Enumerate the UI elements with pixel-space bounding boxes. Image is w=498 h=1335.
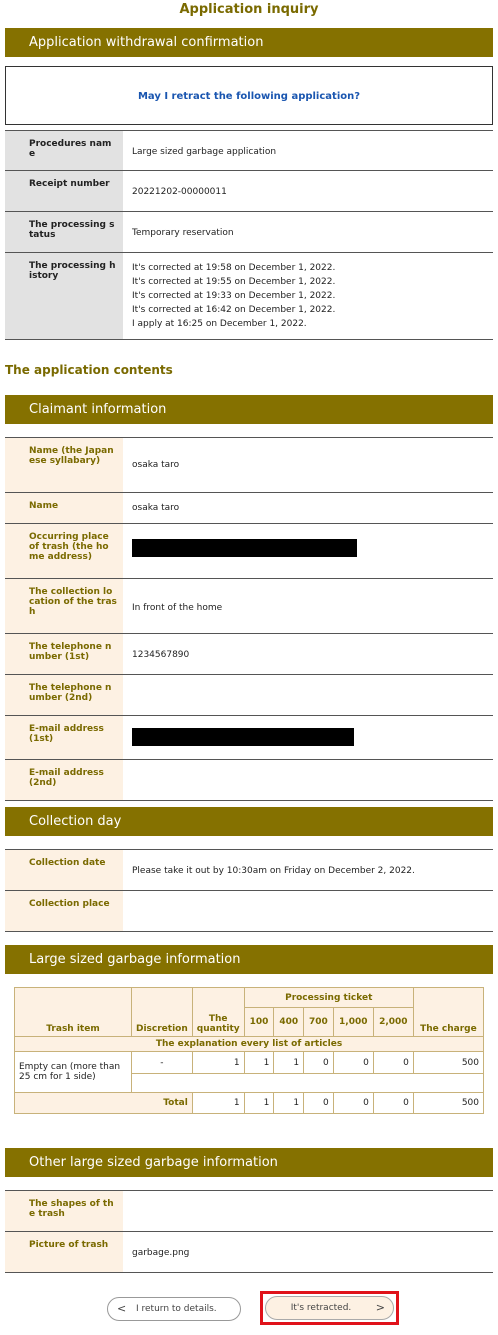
col-discretion: Discretion <box>132 988 193 1037</box>
row-label: Occurring place of trash (the home address) <box>5 524 123 579</box>
table-row <box>5 675 493 716</box>
table-row <box>5 634 493 675</box>
history-line: I apply at 16:25 on December 1, 2022. <box>132 319 307 329</box>
row-value <box>123 675 493 716</box>
chevron-right-icon: > <box>375 1301 385 1314</box>
redaction-bar <box>132 539 357 557</box>
row-label: Name <box>5 493 123 524</box>
total-ticket: 1 <box>244 1093 274 1114</box>
row-label: Picture of trash <box>5 1232 123 1273</box>
history-line: It's corrected at 19:33 on December 1, 2022. <box>132 291 336 301</box>
row-label: The telephone number (2nd) <box>5 675 123 716</box>
total-ticket: 1 <box>274 1093 304 1114</box>
ticket-value: 0 <box>304 1052 334 1074</box>
table-row <box>5 171 493 212</box>
table-row <box>5 1232 493 1273</box>
row-value: garbage.png <box>123 1232 493 1273</box>
garbage-header: Large sized garbage information <box>5 945 493 974</box>
row-label: The processing history <box>5 253 123 340</box>
ticket-col: 400 <box>274 1008 304 1037</box>
table-header-row <box>15 988 484 1008</box>
table-row <box>5 850 493 891</box>
ticket-col: 1,000 <box>333 1008 373 1037</box>
table-row <box>5 891 493 932</box>
table-row <box>5 493 493 524</box>
discretion-value: - <box>132 1052 193 1074</box>
row-value <box>123 891 493 932</box>
total-ticket: 0 <box>373 1093 413 1114</box>
table-row <box>15 1037 484 1052</box>
contents-heading: The application contents <box>5 363 173 377</box>
row-value <box>123 1191 493 1232</box>
claimant-table <box>5 437 493 801</box>
withdrawal-header: Application withdrawal confirmation <box>5 28 493 57</box>
page-title: Application inquiry <box>179 2 319 17</box>
table-row <box>5 438 493 493</box>
trash-item-name: Empty can (more than 25 cm for 1 side) <box>15 1052 132 1093</box>
col-processing-ticket: Processing ticket <box>244 988 413 1008</box>
row-value: Large sized garbage application <box>123 131 493 171</box>
row-value: Please take it out by 10:30am on Friday on December 2, 2022. <box>123 850 493 891</box>
row-value: 1234567890 <box>123 634 493 675</box>
table-row <box>15 1052 484 1074</box>
total-row <box>15 1093 484 1114</box>
history-line: It's corrected at 16:42 on December 1, 2022. <box>132 305 336 315</box>
ticket-col: 2,000 <box>373 1008 413 1037</box>
ticket-value: 1 <box>274 1052 304 1074</box>
row-label: The telephone number (1st) <box>5 634 123 675</box>
total-ticket: 0 <box>304 1093 334 1114</box>
row-value: 20221202-00000011 <box>123 171 493 212</box>
total-charge: 500 <box>413 1093 483 1114</box>
total-quantity: 1 <box>192 1093 244 1114</box>
row-label: Name (the Japanese syllabary) <box>5 438 123 493</box>
quantity-value: 1 <box>192 1052 244 1074</box>
table-row <box>5 760 493 801</box>
ticket-col: 700 <box>304 1008 334 1037</box>
history-cell <box>123 253 493 340</box>
redacted-value <box>123 524 493 579</box>
ticket-value: 0 <box>373 1052 413 1074</box>
confirm-box <box>5 66 493 125</box>
chevron-left-icon: < <box>117 1302 127 1315</box>
back-button[interactable] <box>107 1297 241 1321</box>
table-row <box>5 716 493 760</box>
retract-button[interactable] <box>265 1296 394 1320</box>
redaction-bar <box>132 728 354 746</box>
claimant-header: Claimant information <box>5 395 493 424</box>
table-row <box>5 524 493 579</box>
other-table <box>5 1190 493 1273</box>
table-row <box>5 131 493 171</box>
ticket-value: 1 <box>244 1052 274 1074</box>
retract-button-label: It's retracted. <box>290 1303 352 1313</box>
row-value <box>123 760 493 801</box>
withdrawal-table <box>5 130 493 340</box>
table-row <box>5 1191 493 1232</box>
ticket-col: 100 <box>244 1008 274 1037</box>
table-row <box>5 253 493 340</box>
row-value: osaka taro <box>123 438 493 493</box>
row-value: In front of the home <box>123 579 493 634</box>
col-quantity: The quantity <box>192 988 244 1037</box>
col-charge: The charge <box>413 988 483 1037</box>
row-label: Collection place <box>5 891 123 932</box>
charge-value: 500 <box>413 1052 483 1074</box>
history-line: It's corrected at 19:58 on December 1, 2022. <box>132 263 336 273</box>
row-label: The processing status <box>5 212 123 253</box>
row-value: Temporary reservation <box>123 212 493 253</box>
col-trash-item: Trash item <box>15 988 132 1037</box>
total-ticket: 0 <box>333 1093 373 1114</box>
row-label: Collection date <box>5 850 123 891</box>
confirm-question: May I retract the following application? <box>137 91 361 102</box>
back-button-label: I return to details. <box>136 1304 217 1314</box>
redacted-value <box>123 716 493 760</box>
collection-header: Collection day <box>5 807 493 836</box>
table-row <box>5 579 493 634</box>
collection-table <box>5 849 493 932</box>
row-label: The collection location of the trash <box>5 579 123 634</box>
row-label: The shapes of the trash <box>5 1191 123 1232</box>
ticket-value: 0 <box>333 1052 373 1074</box>
history-line: It's corrected at 19:55 on December 1, 2022. <box>132 277 336 287</box>
row-value: osaka taro <box>123 493 493 524</box>
row-label: Receipt number <box>5 171 123 212</box>
row-label: Procedures name <box>5 131 123 171</box>
total-label: Total <box>15 1093 193 1114</box>
garbage-table <box>14 987 484 1114</box>
explanation-heading: The explanation every list of articles <box>15 1037 484 1052</box>
row-label: E-mail address (2nd) <box>5 760 123 801</box>
row-label: E-mail address (1st) <box>5 716 123 760</box>
other-header: Other large sized garbage information <box>5 1148 493 1177</box>
explanation-cell <box>132 1074 484 1093</box>
table-row <box>5 212 493 253</box>
